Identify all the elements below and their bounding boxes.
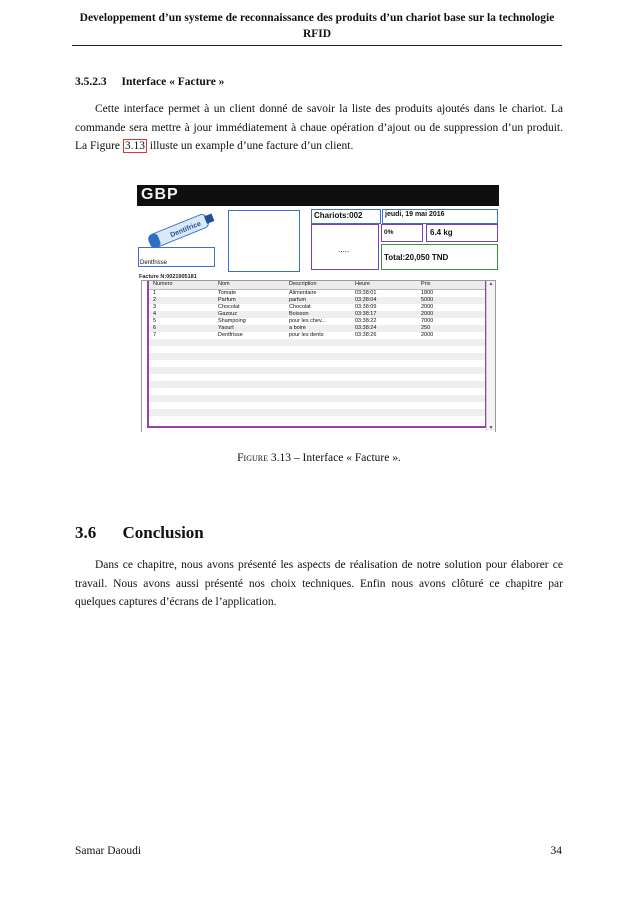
product-name-box [138,247,215,267]
empty-row [149,388,485,395]
table-row[interactable] [149,325,485,332]
cell-description: parfum [289,297,307,303]
col-prix[interactable]: Prix [421,281,431,287]
date-text: jeudi, 19 mai 2016 [385,211,445,218]
cell-heure: 03:38:09 [355,304,377,310]
cell-numero: 1 [153,290,157,296]
empty-row [149,339,485,346]
cell-prix: 5000 [421,297,434,303]
table-scrollbar[interactable] [486,281,495,431]
running-header: Developpement d’un systeme de reconnaissance des produits d’un chariot base sur la technologie RFID [72,10,562,46]
table-row[interactable] [149,311,485,318]
cell-prix: 250 [421,325,431,331]
subsection-heading [75,76,224,88]
cell-numero: 3 [153,304,157,310]
empty-row [149,346,485,353]
cell-nom: Yaourt [218,325,234,331]
empty-row [149,374,485,381]
cell-prix: 2000 [421,332,434,338]
cell-description: a boire [289,325,306,331]
cell-description: pour les dents [289,332,324,338]
col-nom[interactable]: Nom [218,281,230,287]
gbp-logo: GBP [141,186,179,203]
intro-paragraph [75,100,563,156]
cell-prix: 1800 [421,290,434,296]
cell-numero: 6 [153,325,157,331]
cell-numero: 4 [153,311,157,317]
col-description[interactable]: Description [289,281,317,287]
empty-row [149,360,485,367]
figure-reference-link[interactable]: 3.13 [124,140,146,152]
total-text: Total:20,050 TND [384,253,449,262]
section-title: Conclusion [122,523,204,542]
cell-numero: 7 [153,332,157,338]
scroll-down-icon[interactable]: ▼ [488,425,494,431]
percent-text: 0% [384,229,394,236]
cell-heure: 03:38:22 [355,318,377,324]
cell-prix: 7000 [421,318,434,324]
total-box [381,244,498,270]
product-name: Dentfrisse [140,260,168,266]
col-numero[interactable]: Numero [153,281,173,287]
cell-heure: 03:38:17 [355,311,377,317]
cell-nom: Tomate [218,290,237,296]
footer-author: Samar Daoudi [75,845,142,857]
page-number: 34 [550,845,562,857]
empty-row [149,381,485,388]
empty-row [149,367,485,374]
subsection-number: 3.5.2.3 [75,76,107,88]
cell-heure: 03:38:24 [355,325,377,331]
cell-prix: 2000 [421,304,434,310]
cell-numero: 2 [153,297,157,303]
empty-row [149,353,485,360]
conclusion-paragraph: Dans ce chapitre, nous avons présenté les aspects de réalisation de notre solution pour élaborer ce travail. Nous avons aussi présenté nos choix techniques. Enfin nous avons clôturé ce chapitre par quelques captures d’écrans de l’application. [75,559,563,608]
figure-caption [0,452,638,464]
cell-heure: 03:38:01 [355,290,377,296]
cell-nom: Shampoing [218,318,246,324]
cell-prix: 2000 [421,311,434,317]
weight-box [426,224,498,242]
product-image-label: Dentifrice [169,220,203,240]
center-placeholder: ..... [338,245,350,254]
table-header [149,281,485,290]
facture-number: Facture N:0021905181 [139,274,197,280]
cell-nom: Gazouz [218,311,237,317]
intro-text: Cette interface permet à un client donné de savoir la liste des produits ajoutés dans le chariot. La commande sera mettre à jour immédiatement à chaue opération d’ajout ou de suppression d’un produit. La Figure [75,103,563,152]
caption-label: Figure [237,452,268,464]
table-row[interactable] [149,297,485,304]
facture-screenshot [137,185,499,432]
chariot-box [311,209,381,224]
table-row[interactable] [149,318,485,325]
cell-nom: Chocolat [218,304,240,310]
cell-numero: 5 [153,318,157,324]
cell-description: Boisson [289,311,309,317]
facture-table-frame [147,281,487,428]
empty-row [149,416,485,423]
col-heure[interactable]: Heure [355,281,370,287]
cell-description: Chocolat [289,304,311,310]
empty-row [149,402,485,409]
cell-heure: 03:38:26 [355,332,377,338]
date-box [382,209,498,224]
weight-text: 6.4 kg [430,228,453,237]
subsection-title: Interface « Facture » [121,76,225,88]
app-top-bar [137,185,499,206]
scroll-up-icon[interactable]: ▲ [488,281,494,287]
section-heading [75,523,204,543]
percent-box [381,224,423,242]
cell-nom: Dentfrisse [218,332,243,338]
intro-text-end: illuste un example d’une facture d’un client. [147,140,354,152]
section-number: 3.6 [75,523,97,542]
cell-heure: 03:38:04 [355,297,377,303]
facture-table [141,280,496,432]
cell-nom: Parfum [218,297,236,303]
table-row[interactable] [149,290,485,297]
product-photo-box [228,210,300,272]
table-row[interactable] [149,304,485,311]
cell-description: pour les chev... [289,318,326,324]
center-display-box [311,224,379,270]
caption-text: 3.13 – Interface « Facture ». [268,452,401,464]
empty-row [149,409,485,416]
table-row[interactable] [149,332,485,339]
empty-row [149,395,485,402]
chariot-label: Chariots:002 [314,211,363,220]
toothpaste-image [139,207,224,247]
cell-description: Alimentaire [289,290,317,296]
